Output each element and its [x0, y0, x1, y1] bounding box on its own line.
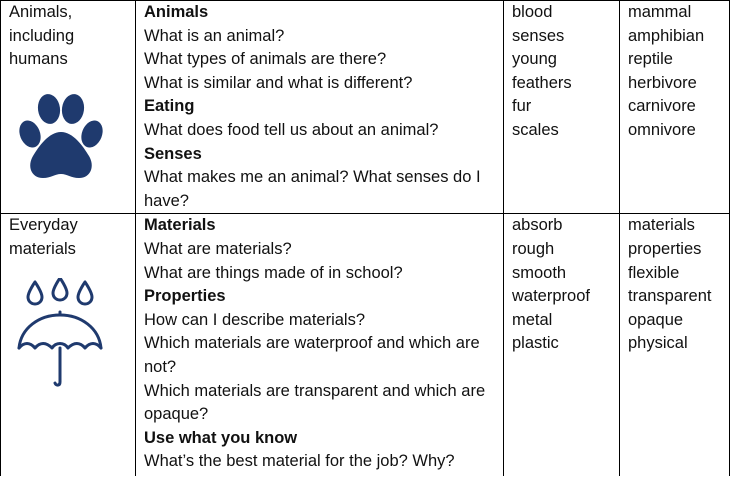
- vocab-word: transparent: [628, 287, 712, 306]
- section-heading: Eating: [144, 97, 195, 116]
- vocab-word: blood: [512, 3, 553, 21]
- topic-cell: [1, 214, 136, 476]
- topic-cell: [1, 1, 136, 214]
- umbrella-rain-icon: [15, 278, 129, 396]
- paw-icon: [13, 90, 129, 190]
- questions-cell: [136, 214, 504, 476]
- vocab-word: feathers: [512, 73, 572, 92]
- vocab-word: amphibian: [628, 26, 705, 45]
- vocab-word: rough: [512, 239, 555, 258]
- vocab-word: absorb: [512, 216, 563, 235]
- topic-name-line: humans: [9, 50, 68, 69]
- vocab-word: senses: [512, 26, 565, 45]
- question-text: What makes me an animal? What senses do I have?: [144, 168, 481, 210]
- section-heading: Properties: [144, 287, 226, 306]
- question-text: What are materials?: [144, 239, 292, 258]
- vocabulary-cell: [504, 1, 620, 214]
- vocab-word: properties: [628, 239, 702, 258]
- section-heading: Materials: [144, 216, 216, 235]
- question-text: Which materials are waterproof and which are not?: [144, 334, 480, 376]
- question-text: What’s the best material for the job? Why?: [144, 452, 455, 471]
- vocab-word: herbivore: [628, 73, 697, 92]
- vocab-word: fur: [512, 97, 532, 116]
- question-text: What is an animal?: [144, 26, 285, 45]
- question-text: What does food tell us about an animal?: [144, 120, 439, 139]
- vocab-word: mammal: [628, 3, 692, 21]
- vocabulary-cell: [620, 1, 730, 214]
- topic-name-line: Animals,: [9, 3, 73, 21]
- vocab-word: young: [512, 50, 557, 69]
- vocab-word: reptile: [628, 50, 673, 69]
- topic-name-line: Everyday: [9, 216, 78, 235]
- question-text: What is similar and what is different?: [144, 73, 413, 92]
- vocab-word: smooth: [512, 263, 567, 282]
- question-text: What are things made of in school?: [144, 263, 403, 282]
- vocab-word: metal: [512, 310, 553, 329]
- vocab-word: waterproof: [512, 287, 590, 306]
- topic-name-line: materials: [9, 239, 76, 258]
- vocab-word: flexible: [628, 263, 680, 282]
- vocab-word: materials: [628, 216, 695, 235]
- table-row: [1, 214, 730, 476]
- section-heading: Senses: [144, 144, 202, 163]
- vocab-word: scales: [512, 120, 559, 139]
- question-text: How can I describe materials?: [144, 310, 366, 329]
- topic-name-line: including: [9, 26, 75, 45]
- vocab-word: omnivore: [628, 120, 696, 139]
- vocabulary-cell: [620, 214, 730, 476]
- vocab-word: plastic: [512, 334, 559, 353]
- vocab-word: opaque: [628, 310, 684, 329]
- question-text: What types of animals are there?: [144, 50, 387, 69]
- table-row: [1, 1, 730, 214]
- section-heading: Use what you know: [144, 428, 298, 447]
- question-text: Which materials are transparent and which are opaque?: [144, 381, 486, 424]
- vocab-word: physical: [628, 334, 688, 353]
- vocab-word: carnivore: [628, 97, 696, 116]
- section-heading: Animals: [144, 3, 209, 21]
- questions-cell: [136, 1, 504, 214]
- vocabulary-cell: [504, 214, 620, 476]
